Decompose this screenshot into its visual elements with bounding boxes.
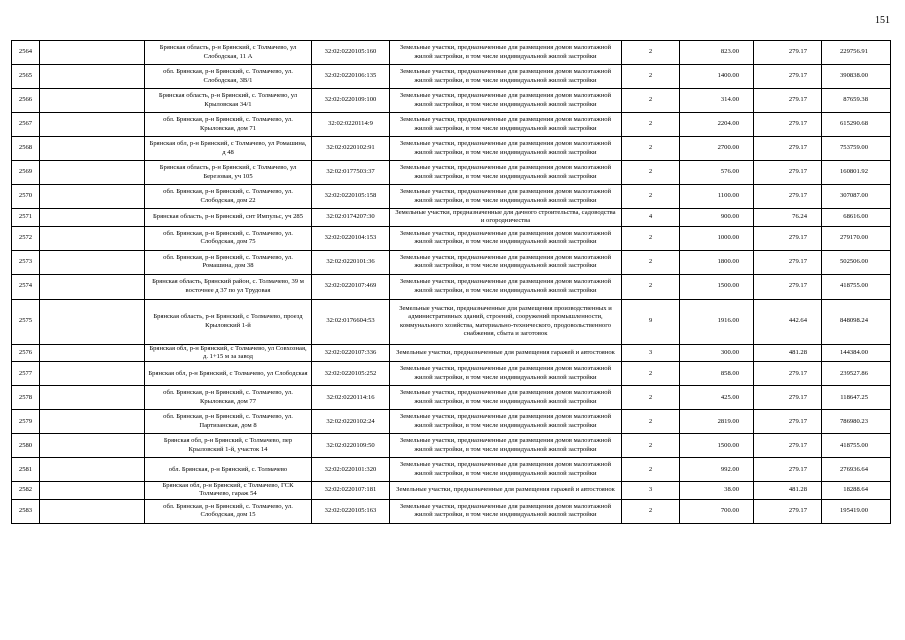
cadastral-value-cell: 502506.00 — [822, 250, 891, 274]
table-row — [12, 274, 891, 299]
land-use-cell: Земельные участки, предназначенные для дачного строительства, садоводства и огородничества — [390, 209, 622, 227]
address-cell: Брянская область, р-н Брянский, с Толмачево, проезд Крыловский 1-й — [145, 299, 312, 344]
blank-cell — [40, 113, 145, 137]
table-row — [12, 482, 891, 500]
area-cell: 1500.00 — [680, 274, 754, 299]
land-use-cell: Земельные участки, предназначенные для размещения домов малоэтажной жилой застройки, в том числе индивидуальной жилой застройки — [390, 458, 622, 482]
land-use-cell: Земельные участки, предназначенные для размещения домов малоэтажной жилой застройки, в том числе индивидуальной жилой застройки — [390, 250, 622, 274]
area-cell: 1800.00 — [680, 250, 754, 274]
row-number: 2572 — [12, 226, 40, 250]
rate-cell: 279.17 — [754, 386, 822, 410]
blank-cell — [40, 499, 145, 523]
row-number: 2564 — [12, 41, 40, 65]
rate-cell: 279.17 — [754, 161, 822, 185]
cadastral-value-cell: 229756.91 — [822, 41, 891, 65]
cadastral-value-cell: 786980.23 — [822, 410, 891, 434]
table-row — [12, 299, 891, 344]
rate-cell: 279.17 — [754, 113, 822, 137]
category-cell: 2 — [622, 137, 680, 161]
category-cell: 2 — [622, 250, 680, 274]
cadastral-number-cell: 32:02:0220105:160 — [312, 41, 390, 65]
row-number: 2565 — [12, 65, 40, 89]
address-cell: обл. Брянская, р-н Брянский, с. Толмачево, ул. Крыловская, дом 77 — [145, 386, 312, 410]
address-cell: обл. Брянская, р-н Брянский, с. Толмачево, ул. Слободская, дом 22 — [145, 185, 312, 209]
blank-cell — [40, 482, 145, 500]
blank-cell — [40, 344, 145, 362]
page-number: 151 — [875, 15, 890, 26]
cadastral-value-cell: 118647.25 — [822, 386, 891, 410]
land-use-cell: Земельные участки, предназначенные для размещения домов малоэтажной жилой застройки, в том числе индивидуальной жилой застройки — [390, 434, 622, 458]
rate-cell: 279.17 — [754, 458, 822, 482]
cadastral-number-cell: 32:02:0220107:336 — [312, 344, 390, 362]
row-number: 2567 — [12, 113, 40, 137]
address-cell: Брянская обл, р-н Брянский, с Толмачево, пер Крыловский 1-й, участок 14 — [145, 434, 312, 458]
area-cell: 823.00 — [680, 41, 754, 65]
category-cell: 2 — [622, 226, 680, 250]
rate-cell: 279.17 — [754, 499, 822, 523]
address-cell: Брянская область, Брянский район, с. Толмачево, 39 м восточнее д 37 по ул Трудовая — [145, 274, 312, 299]
cadastral-value-cell: 276936.64 — [822, 458, 891, 482]
cadastral-value-cell: 195419.00 — [822, 499, 891, 523]
land-use-cell: Земельные участки, предназначенные для размещения домов малоэтажной жилой застройки, в том числе индивидуальной жилой застройки — [390, 362, 622, 386]
blank-cell — [40, 185, 145, 209]
category-cell: 3 — [622, 482, 680, 500]
cadastral-value-cell: 390838.00 — [822, 65, 891, 89]
land-use-cell: Земельные участки, предназначенные для размещения домов малоэтажной жилой застройки, в том числе индивидуальной жилой застройки — [390, 137, 622, 161]
category-cell: 2 — [622, 434, 680, 458]
blank-cell — [40, 299, 145, 344]
area-cell: 1500.00 — [680, 434, 754, 458]
area-cell: 1000.00 — [680, 226, 754, 250]
cadastral-value-cell: 848098.24 — [822, 299, 891, 344]
cadastral-number-cell: 32:02:0220105:252 — [312, 362, 390, 386]
land-use-cell: Земельные участки, предназначенные для размещения домов малоэтажной жилой застройки, в том числе индивидуальной жилой застройки — [390, 274, 622, 299]
address-cell: Брянская область, р-н Брянский, снт Импульс, уч 285 — [145, 209, 312, 227]
row-number: 2573 — [12, 250, 40, 274]
area-cell: 1400.00 — [680, 65, 754, 89]
category-cell: 2 — [622, 386, 680, 410]
rate-cell: 279.17 — [754, 226, 822, 250]
address-cell: обл. Брянская, р-н Брянский, с. Толмачево, ул. Слободская, 3В/1 — [145, 65, 312, 89]
row-number: 2582 — [12, 482, 40, 500]
row-number: 2574 — [12, 274, 40, 299]
cadastral-value-cell: 307087.00 — [822, 185, 891, 209]
table-row — [12, 362, 891, 386]
address-cell: обл. Брянская, р-н Брянский, с. Толмачево — [145, 458, 312, 482]
area-cell: 2700.00 — [680, 137, 754, 161]
rate-cell: 279.17 — [754, 185, 822, 209]
table-row — [12, 89, 891, 113]
rate-cell: 279.17 — [754, 65, 822, 89]
cadastral-number-cell: 32:02:0177503:37 — [312, 161, 390, 185]
cadastral-value-cell: 615290.68 — [822, 113, 891, 137]
blank-cell — [40, 362, 145, 386]
category-cell: 2 — [622, 499, 680, 523]
table-body — [12, 41, 891, 524]
cadastral-number-cell: 32:02:0220101:320 — [312, 458, 390, 482]
area-cell: 858.00 — [680, 362, 754, 386]
land-use-cell: Земельные участки, предназначенные для размещения домов малоэтажной жилой застройки, в том числе индивидуальной жилой застройки — [390, 161, 622, 185]
cadastral-number-cell: 32:02:0174207:30 — [312, 209, 390, 227]
address-cell: Брянская обл, р-н Брянский, с Толмачево, ул Ромашина, д 48 — [145, 137, 312, 161]
area-cell: 314.00 — [680, 89, 754, 113]
cadastral-number-cell: 32:02:0220106:135 — [312, 65, 390, 89]
cadastral-number-cell: 32:02:0176604:53 — [312, 299, 390, 344]
cadastral-value-cell: 418755.00 — [822, 434, 891, 458]
address-cell: Брянская область, р-н Брянский, с Толмачево, ул Березовая, уч 105 — [145, 161, 312, 185]
row-number: 2581 — [12, 458, 40, 482]
area-cell: 1916.00 — [680, 299, 754, 344]
area-cell: 300.00 — [680, 344, 754, 362]
table-row — [12, 434, 891, 458]
category-cell: 2 — [622, 274, 680, 299]
cadastral-number-cell: 32:02:0220114:16 — [312, 386, 390, 410]
blank-cell — [40, 274, 145, 299]
cadastral-value-cell: 418755.00 — [822, 274, 891, 299]
row-number: 2575 — [12, 299, 40, 344]
land-use-cell: Земельные участки, предназначенные для размещения домов малоэтажной жилой застройки, в том числе индивидуальной жилой застройки — [390, 185, 622, 209]
row-number: 2569 — [12, 161, 40, 185]
rate-cell: 279.17 — [754, 362, 822, 386]
address-cell: Брянская обл, р-н Брянский, с Толмачево, ул Совхозная, д. 1+15 м за завод — [145, 344, 312, 362]
blank-cell — [40, 458, 145, 482]
cadastral-number-cell: 32:02:0220101:36 — [312, 250, 390, 274]
table-row — [12, 499, 891, 523]
address-cell: Брянская обл, р-н Брянский, с Толмачево, ГСК Толмачево, гараж 54 — [145, 482, 312, 500]
land-cadastral-table — [11, 40, 891, 524]
cadastral-number-cell: 32:02:0220107:181 — [312, 482, 390, 500]
category-cell: 2 — [622, 185, 680, 209]
land-use-cell: Земельные участки, предназначенные для размещения домов малоэтажной жилой застройки, в том числе индивидуальной жилой застройки — [390, 386, 622, 410]
address-cell: обл. Брянская, р-н Брянский, с. Толмачево, ул. Ромашина, дом 38 — [145, 250, 312, 274]
cadastral-number-cell: 32:02:0220109:50 — [312, 434, 390, 458]
row-number: 2577 — [12, 362, 40, 386]
category-cell: 2 — [622, 362, 680, 386]
table-row — [12, 113, 891, 137]
table-row — [12, 226, 891, 250]
rate-cell: 279.17 — [754, 274, 822, 299]
address-cell: обл. Брянская, р-н Брянский, с. Толмачево, ул. Партизанская, дом 8 — [145, 410, 312, 434]
cadastral-number-cell: 32:02:0220102:24 — [312, 410, 390, 434]
row-number: 2583 — [12, 499, 40, 523]
land-use-cell: Земельные участки, предназначенные для размещения производственных и административных зданий, строений, сооружений промышленности, коммунального хозяйства, материально-технического, продовольственного снабжения, сбыта и заготовок — [390, 299, 622, 344]
land-use-cell: Земельные участки, предназначенные для размещения домов малоэтажной жилой застройки, в том числе индивидуальной жилой застройки — [390, 113, 622, 137]
table-row — [12, 41, 891, 65]
cadastral-number-cell: 32:02:0220105:158 — [312, 185, 390, 209]
row-number: 2571 — [12, 209, 40, 227]
category-cell: 2 — [622, 161, 680, 185]
rate-cell: 481.28 — [754, 344, 822, 362]
cadastral-number-cell: 32:02:0220107:469 — [312, 274, 390, 299]
rate-cell: 442.64 — [754, 299, 822, 344]
address-cell: Брянская область, р-н Брянский, с Толмачево, ул Слободская, 11 А — [145, 41, 312, 65]
blank-cell — [40, 65, 145, 89]
land-use-cell: Земельные участки, предназначенные для размещения домов малоэтажной жилой застройки, в том числе индивидуальной жилой застройки — [390, 410, 622, 434]
table-row — [12, 161, 891, 185]
category-cell: 2 — [622, 65, 680, 89]
address-cell: Брянская обл, р-н Брянский, с Толмачево, ул Слободская — [145, 362, 312, 386]
cadastral-value-cell: 144384.00 — [822, 344, 891, 362]
cadastral-value-cell: 279170.00 — [822, 226, 891, 250]
blank-cell — [40, 89, 145, 113]
blank-cell — [40, 410, 145, 434]
table-row — [12, 458, 891, 482]
row-number: 2579 — [12, 410, 40, 434]
table-row — [12, 65, 891, 89]
area-cell: 2819.00 — [680, 410, 754, 434]
rate-cell: 279.17 — [754, 250, 822, 274]
area-cell: 900.00 — [680, 209, 754, 227]
land-use-cell: Земельные участки, предназначенные для размещения домов малоэтажной жилой застройки, в том числе индивидуальной жилой застройки — [390, 89, 622, 113]
cadastral-value-cell: 18288.64 — [822, 482, 891, 500]
table-row — [12, 137, 891, 161]
land-use-cell: Земельные участки, предназначенные для размещения домов малоэтажной жилой застройки, в том числе индивидуальной жилой застройки — [390, 226, 622, 250]
category-cell: 3 — [622, 344, 680, 362]
area-cell: 576.00 — [680, 161, 754, 185]
land-use-cell: Земельные участки, предназначенные для размещения домов малоэтажной жилой застройки, в том числе индивидуальной жилой застройки — [390, 41, 622, 65]
blank-cell — [40, 161, 145, 185]
category-cell: 2 — [622, 41, 680, 65]
area-cell: 425.00 — [680, 386, 754, 410]
address-cell: обл. Брянская, р-н Брянский, с. Толмачево, ул. Слободская, дом 75 — [145, 226, 312, 250]
table-row — [12, 386, 891, 410]
rate-cell: 279.17 — [754, 434, 822, 458]
rate-cell: 279.17 — [754, 410, 822, 434]
category-cell: 2 — [622, 113, 680, 137]
area-cell: 38.00 — [680, 482, 754, 500]
blank-cell — [40, 209, 145, 227]
table-row — [12, 344, 891, 362]
category-cell: 2 — [622, 89, 680, 113]
rate-cell: 76.24 — [754, 209, 822, 227]
address-cell: обл. Брянская, р-н Брянский, с. Толмачево, ул. Крыловская, дом 71 — [145, 113, 312, 137]
category-cell: 4 — [622, 209, 680, 227]
cadastral-value-cell: 87659.38 — [822, 89, 891, 113]
area-cell: 1100.00 — [680, 185, 754, 209]
cadastral-value-cell: 160801.92 — [822, 161, 891, 185]
land-use-cell: Земельные участки, предназначенные для размещения гаражей и автостоянок — [390, 482, 622, 500]
cadastral-value-cell: 68616.00 — [822, 209, 891, 227]
category-cell: 2 — [622, 458, 680, 482]
land-use-cell: Земельные участки, предназначенные для размещения домов малоэтажной жилой застройки, в том числе индивидуальной жилой застройки — [390, 65, 622, 89]
row-number: 2580 — [12, 434, 40, 458]
rate-cell: 481.28 — [754, 482, 822, 500]
cadastral-number-cell: 32:02:0220102:91 — [312, 137, 390, 161]
blank-cell — [40, 250, 145, 274]
row-number: 2568 — [12, 137, 40, 161]
blank-cell — [40, 137, 145, 161]
rate-cell: 279.17 — [754, 41, 822, 65]
cadastral-value-cell: 239527.86 — [822, 362, 891, 386]
table-row — [12, 410, 891, 434]
cadastral-number-cell: 32:02:0220104:153 — [312, 226, 390, 250]
table-row — [12, 250, 891, 274]
cadastral-number-cell: 32:02:0220114:9 — [312, 113, 390, 137]
rate-cell: 279.17 — [754, 89, 822, 113]
table-row — [12, 185, 891, 209]
row-number: 2566 — [12, 89, 40, 113]
land-use-cell: Земельные участки, предназначенные для размещения домов малоэтажной жилой застройки, в том числе индивидуальной жилой застройки — [390, 499, 622, 523]
blank-cell — [40, 386, 145, 410]
blank-cell — [40, 434, 145, 458]
row-number: 2578 — [12, 386, 40, 410]
row-number: 2570 — [12, 185, 40, 209]
land-use-cell: Земельные участки, предназначенные для размещения гаражей и автостоянок — [390, 344, 622, 362]
row-number: 2576 — [12, 344, 40, 362]
blank-cell — [40, 41, 145, 65]
cadastral-value-cell: 753759.00 — [822, 137, 891, 161]
blank-cell — [40, 226, 145, 250]
cadastral-number-cell: 32:02:0220109:100 — [312, 89, 390, 113]
area-cell: 992.00 — [680, 458, 754, 482]
category-cell: 9 — [622, 299, 680, 344]
area-cell: 700.00 — [680, 499, 754, 523]
address-cell: Брянская область, р-н Брянский, с. Толмачево, ул Крыловская 34/1 — [145, 89, 312, 113]
address-cell: обл. Брянская, р-н Брянский, с. Толмачево, ул. Слободская, дом 15 — [145, 499, 312, 523]
category-cell: 2 — [622, 410, 680, 434]
table-row — [12, 209, 891, 227]
cadastral-number-cell: 32:02:0220105:163 — [312, 499, 390, 523]
area-cell: 2204.00 — [680, 113, 754, 137]
rate-cell: 279.17 — [754, 137, 822, 161]
